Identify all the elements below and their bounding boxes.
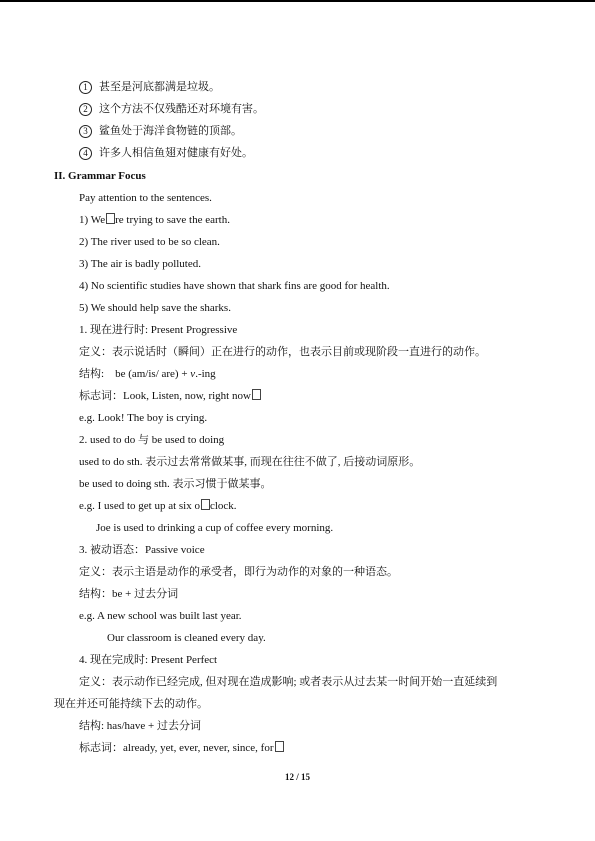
example-sentence: 3) The air is badly polluted. [79, 258, 201, 270]
signal-words [79, 389, 261, 403]
missing-glyph-box [201, 499, 210, 510]
example-line: e.g. A new school was built last year. [79, 610, 242, 622]
numbered-item-text: 甚至是河底都满是垃圾。 [99, 81, 220, 93]
circled-number: 4 [79, 147, 92, 160]
intro-text: Pay attention to the sentences. [79, 192, 212, 204]
grammar-definition: be used to doing sth. 表示习惯于做某事。 [79, 478, 272, 490]
grammar-definition: 定义：表示说话时（瞬间）正在进行的动作，也表示目前或现阶段一直进行的动作。 [79, 346, 486, 358]
missing-glyph-box [106, 213, 115, 224]
grammar-heading: 3. 被动语态：Passive voice [79, 544, 205, 556]
structure-label: 结构: [79, 368, 105, 380]
example-sentence: 5) We should help save the sharks. [79, 302, 231, 314]
grammar-structure: 结构：be + 过去分词 [79, 588, 179, 600]
sentence-part: 1) We [79, 214, 106, 226]
example-line [79, 499, 237, 513]
missing-glyph-box [275, 741, 284, 752]
numbered-item [79, 146, 253, 160]
numbered-item [79, 124, 242, 138]
circled-number: 2 [79, 103, 92, 116]
grammar-structure [79, 367, 216, 381]
sentence-part: re trying to save the earth. [115, 214, 230, 226]
example-sentence [79, 213, 230, 227]
numbered-item-text: 鲨鱼处于海洋食物链的顶部。 [99, 125, 242, 137]
grammar-heading: 2. used to do 与 be used to doing [79, 434, 225, 446]
page-number: 12 / 15 [284, 772, 310, 782]
signal-words-text: 标志词：already, yet, ever, never, since, for [79, 742, 274, 754]
grammar-definition: 定义：表示动作已经完成, 但对现在造成影响; 或者表示从过去某一时间开始一直延续到 [79, 676, 498, 688]
signal-words [79, 741, 284, 755]
structure-suffix: .-ing [195, 368, 216, 380]
structure-verb: v [190, 368, 196, 380]
circled-number: 1 [79, 81, 92, 94]
example-part: clock. [209, 500, 237, 512]
grammar-structure: 结构: has/have + 过去分词 [79, 720, 201, 732]
numbered-item [79, 102, 264, 116]
example-line: Our classroom is cleaned every day. [107, 632, 266, 644]
grammar-definition: 定义：表示主语是动作的承受者，即行为动作的对象的一种语态。 [79, 566, 398, 578]
example-line: e.g. Look! The boy is crying. [79, 412, 208, 424]
numbered-item-text: 许多人相信鱼翅对健康有好处。 [99, 147, 253, 159]
section-heading: II. Grammar Focus [54, 170, 146, 182]
grammar-heading: 4. 现在完成时: Present Perfect [79, 654, 218, 666]
structure-formula: be (am/is/ are) + [115, 368, 191, 380]
numbered-item-text: 这个方法不仅残酷还对环境有害。 [99, 103, 264, 115]
grammar-definition: used to do sth. 表示过去常常做某事, 而现在往往不做了, 后接动词原形。 [79, 456, 421, 468]
grammar-definition: 现在并还可能持续下去的动作。 [54, 698, 208, 710]
example-line: Joe is used to drinking a cup of coffee every morning. [96, 522, 334, 534]
example-part: e.g. I used to get up at six o [79, 500, 200, 512]
circled-number: 3 [79, 125, 92, 138]
missing-glyph-box [252, 389, 261, 400]
example-sentence: 4) No scientific studies have shown that shark fins are good for health. [79, 280, 390, 292]
signal-words-text: 标志词：Look, Listen, now, right now [79, 390, 251, 402]
example-sentence-text [79, 214, 230, 226]
grammar-heading: 1. 现在进行时: Present Progressive [79, 324, 238, 336]
numbered-item [79, 80, 220, 94]
example-sentence: 2) The river used to be so clean. [79, 236, 220, 248]
